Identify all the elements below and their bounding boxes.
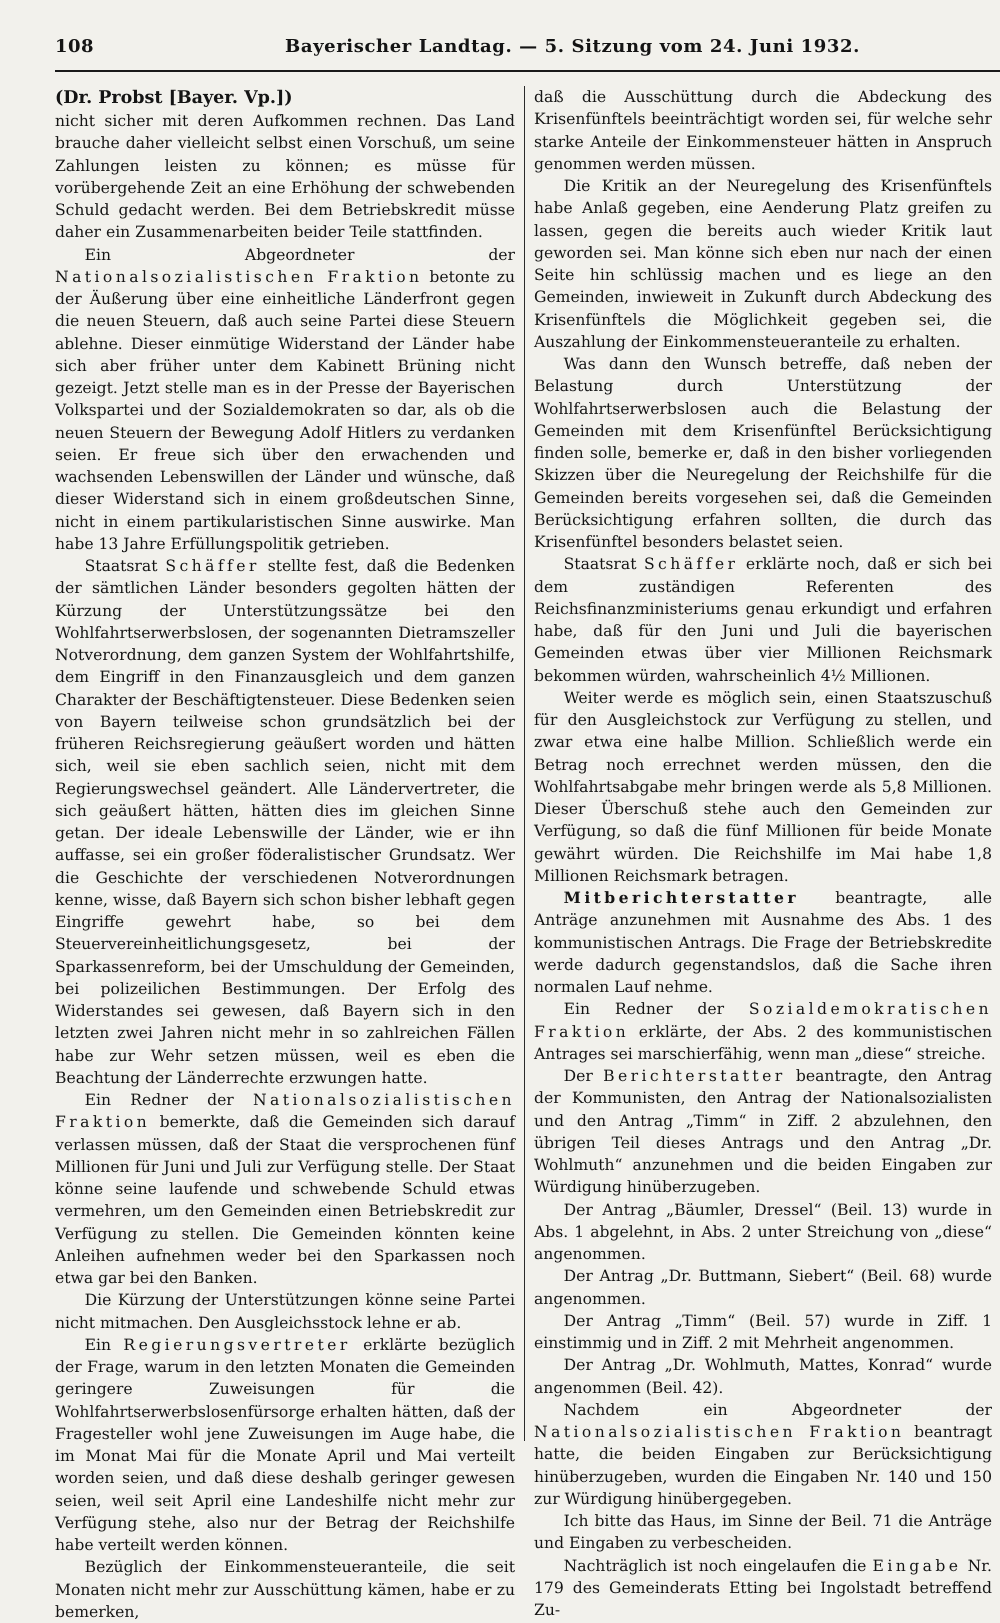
speaker-role: Berichterstatter (603, 1067, 786, 1085)
paragraph-text: stellte fest, daß die Bedenken der sämtlichen Länder besonders gegolten hätten der Kürzung der Unterstützungssätze bei den Wohlfahrtserwerbslosen, der sogenannten Dietramszeller Notverordnung, dem ganzen System der Wohlfahrtshilfe, dem Eingriff in den Finanzausgleich und dem ganzen Charakter der Beschäftigtensteuer. Diese Bedenken seien von Bayern teilweise schon grundsätzlich bei der früheren Reichsregierung geäußert worden und hätten sich, weil sie eben sachlich seien, nicht mit dem Regierungswechsel geändert. Alle Ländervertreter, die sich geäußert hätten, hätten dies im gleichen Sinne getan. Der ideale Lebenswille der Länder, wie er ihn auffasse, sei ein großer föderalistischer Grundsatz. Wer die Geschichte der verschiedenen Notverordnungen kenne, wisse, daß Bayern sich schon bisher lebhaft gegen Eingriffe gewehrt habe, so bei dem Steuervereinheitlichungsgesetz, bei der Sparkassenreform, bei der Umschuldung der Gemeinden, bei polizeilichen Bestimmungen. Der Erfolg des Widerstandes sei gewesen, daß Bayern sich in den letzten zwei Jahren nicht mehr in so zahlreichen Fällen habe zur Wehr setzen müssen, weil es eben die Beachtung der Länderrechte erzwungen hatte. (55, 557, 515, 1087)
paragraph (534, 1354, 992, 1399)
paragraph (534, 353, 992, 553)
paragraph-text: bemerkte, daß die Gemeinden sich darauf verlassen müssen, daß der Staat die versprochenen fünf Millionen für Juni und Juli zur Verfügung stelle. Der Staat könne seine laufende und schwebende Schuld etwas vermehren, um den Gemeinden einen Betriebskredit zur Verfügung zu stellen. Die Gemeinden könnten keine Anleihen aufnehmen weder bei den Sparkassen noch etwa gar bei den Banken. (55, 1113, 515, 1287)
header-rule (55, 70, 1000, 72)
party-name: Nationalsozialistischen Fraktion (55, 267, 423, 286)
paragraph-text: Ein Abgeordneter der (84, 245, 515, 264)
paragraph-text: Staatsrat (563, 555, 637, 574)
paragraph (55, 1289, 515, 1334)
right-column (534, 86, 992, 1619)
speaker-name: Schäffer (165, 557, 260, 575)
paragraph (55, 244, 515, 556)
paragraph-text: Der Antrag „Bäumler, Dressel“ (Beil. 13) wurde in Abs. 1 abgelehnt, in Abs. 2 unter Streichung von „diese“ angenommen. (534, 1200, 992, 1263)
paragraph (534, 687, 992, 887)
speaker-name: Schäffer (643, 555, 739, 574)
paragraph (534, 175, 992, 353)
paragraph-text: Der Antrag „Timm“ (Beil. 57) wurde in Ziff. 1 einstimmig und in Ziff. 2 mit Mehrheit angenommen. (534, 1311, 992, 1352)
paragraph (55, 555, 515, 1089)
paragraph-text: Staatsrat (84, 557, 158, 575)
paragraph (534, 1265, 992, 1310)
column-divider (524, 86, 525, 1441)
paragraph-text: Nachdem ein Abgeordneter der (563, 1400, 992, 1419)
speaker-role: Mitberichterstatter (563, 888, 799, 907)
paragraph-text: beantragt hatte, die beiden Eingaben zur Berücksichtigung hinüberzugeben, wurden die Eingaben Nr. 140 und 150 zur Würdigung hinübergegeben. (534, 1423, 992, 1508)
paragraph-text: Bezüglich der Einkommensteueranteile, die seit Monaten nicht mehr zur Ausschüttung kämen, habe er zu bemerken, (55, 1558, 515, 1621)
paragraph-text: erklärte noch, daß er sich bei dem zuständigen Referenten des Reichsfinanzministeriums genau erkundigt und erfahren habe, daß für den Juni und Juli die bayerischen Gemeinden etwas über vier Millionen Reichsmark bekommen würden, wahrscheinlich 4½ Millionen. (534, 555, 992, 685)
paragraph (55, 1556, 515, 1623)
paragraph-text: nicht sicher mit deren Aufkommen rechnen. Das Land brauche daher vielleicht selbst einen Vorschuß, um seine Zahlungen leisten zu können; es müsse für vorübergehende Zeit an eine Erhöhung der schwebenden Schuld gedacht werden. Bei dem Betriebskredit müsse daher ein Zusammenarbeiten beider Teile stattfinden. (55, 112, 515, 242)
paragraph-text: beantragte, den Antrag der Kommunisten, den Antrag der Nationalsozialisten und den Antrag „Timm“ in Ziff. 2 abzulehnen, den übrigen Teil dieses Antrags und den Antrag „Dr. Wohlmuth“ anzunehmen und die beiden Eingaben zur Würdigung hinüberzugeben. (534, 1067, 992, 1197)
paragraph-text: Weiter werde es möglich sein, einen Staatszuschuß für den Ausgleichstock zur Verfügung zu stellen, und zwar etwa eine halbe Million. Schließlich werde ein Betrag noch errechnet werden müssen, den die Wohlfahrtsabgabe mehr bringen werde als 5,8 Millionen. Dieser Überschuß stehe auch den Gemeinden zur Verfügung, so daß die fünf Millionen für beide Monate gewährt würden. Die Reichshilfe im Mai habe 1,8 Millionen Reichsmark betragen. (534, 688, 992, 885)
paragraph-text: Nachträglich ist noch eingelaufen die (563, 1556, 867, 1575)
paragraph-text: daß die Ausschüttung durch die Abdeckung des Krisenfünftels beeinträchtigt worden sei, für welche sehr starke Anteile der Einkommensteuer hätten in Anspruch genommen werden müssen. (534, 88, 992, 173)
paragraph (55, 110, 515, 244)
paragraph-text: Ein Redner der (563, 1000, 725, 1019)
paragraph-text: Nr. 179 des Gemeinderats Etting bei Ingolstadt betreffend Zu- (534, 1556, 992, 1619)
paragraph-text: Der Antrag „Dr. Buttmann, Siebert“ (Beil. 68) wurde angenommen. (534, 1267, 992, 1308)
paragraph (534, 1310, 992, 1355)
speaker-heading: (Dr. Probst [Bayer. Vp.]) (55, 88, 293, 108)
paragraph-text: Der Antrag „Dr. Wohlmuth, Mattes, Konrad“ wurde angenommen (Beil. 42). (534, 1356, 992, 1397)
page-header (55, 36, 955, 66)
paragraph-text: erklärte, der Abs. 2 des kommunistischen Antrages sei marschierfähig, wenn man „diese“ streiche. (534, 1022, 992, 1063)
document-type: Eingabe (872, 1556, 962, 1575)
paragraph (534, 86, 992, 175)
paragraph (534, 998, 992, 1065)
paragraph-text: betonte zu der Äußerung über eine einheitliche Länderfront gegen die neuen Steuern, daß auch seine Partei diese Steuern ablehne. Dieser einmütige Widerstand der Länder habe sich aber früher unter dem Kabinett Brüning nicht gezeigt. Jetzt stelle man es in der Presse der Bayerischen Volkspartei und der Sozialdemokraten so dar, als ob die neuen Steuern der Bewegung Adolf Hitlers zu verdanken seien. Er freue sich über den erwachenden und wachsenden Lebenswillen der Länder und wünsche, daß dieser Widerstand sich in einem großdeutschen Sinne, nicht in einem partikularistischen Sinne auswirke. Man habe 13 Jahre Erfüllungspolitik getrieben. (55, 267, 515, 553)
party-name: Nationalsozialistischen Fraktion (55, 1091, 515, 1132)
page-number: 108 (55, 36, 95, 57)
running-title: Bayerischer Landtag. — 5. Sitzung vom 24. Juni 1932. (285, 36, 861, 57)
paragraph (534, 1065, 992, 1199)
party-name: Sozialdemokratischen Fraktion (534, 1000, 992, 1041)
paragraph (534, 887, 992, 998)
paragraph (534, 1199, 992, 1266)
party-name: Nationalsozialistischen Fraktion (534, 1423, 905, 1441)
paragraph (534, 1399, 992, 1510)
speaker-role: Regierungsvertreter (123, 1335, 351, 1354)
paragraph-text: Ein Redner der (84, 1091, 234, 1109)
paragraph-text: Die Kritik an der Neuregelung des Krisenfünftels habe Anlaß gegeben, eine Aenderung Platz greifen zu lassen, gegen die bereits auch wieder Kritik laut geworden sei. Man könne sich eben nur nach der einen Seite hin schlüssig machen und es liege an den Gemeinden, inwieweit in Zukunft durch Abdeckung des Krisenfünftels die Möglichkeit gegeben sei, die Auszahlung der Einkommensteueranteile zu erhalten. (534, 177, 992, 351)
paragraph-text: Ein (84, 1335, 112, 1354)
paragraph-text: beantragte, alle Anträge anzunehmen mit Ausnahme des Abs. 1 des kommunistischen Antrags. Die Frage der Betriebskredite werde dadurch gegenstandslos, daß die Sache ihren normalen Lauf nehme. (534, 889, 992, 996)
paragraph (534, 1555, 992, 1622)
paragraph-text: Der (563, 1067, 593, 1085)
paragraph (55, 1089, 515, 1289)
paragraph-text: Die Kürzung der Unterstützungen könne seine Partei nicht mitmachen. Den Ausgleichsstock lehne er ab. (55, 1291, 515, 1332)
paragraph (534, 1510, 992, 1555)
paragraph (55, 1334, 515, 1557)
paragraph-text: Ich bitte das Haus, im Sinne der Beil. 71 die Anträge und Eingaben zu verbescheiden. (534, 1512, 992, 1553)
paragraph (534, 553, 992, 687)
left-column (55, 86, 515, 1621)
paragraph-text: erklärte bezüglich der Frage, warum in den letzten Monaten die Gemeinden geringere Zuweisungen für die Wohlfahrtserwerbslosenfürsorge erhalten hätten, daß der Fragesteller wohl jene Zuweisungen im Auge habe, die im Monat Mai für die Monate April und Mai verteilt worden seien, und daß diese deshalb geringer gewesen seien, weil seit April eine Landeshilfe nicht mehr zur Verfügung stehe, also nur der Betrag der Reichshilfe habe verteilt werden können. (55, 1335, 515, 1554)
paragraph-text: Was dann den Wunsch betreffe, daß neben der Belastung durch Unterstützung der Wohlfahrtserwerbslosen auch die Belastung der Gemeinden mit dem Krisenfünftel Berücksichtigung finden solle, bemerke er, daß in den bisher vorliegenden Skizzen über die Neuregelung der Reichshilfe für die Gemeinden bereits vorgesehen sei, daß die Gemeinden Berücksichtigung erfahren sollten, die durch das Krisenfünftel besonders belastet seien. (534, 355, 992, 551)
